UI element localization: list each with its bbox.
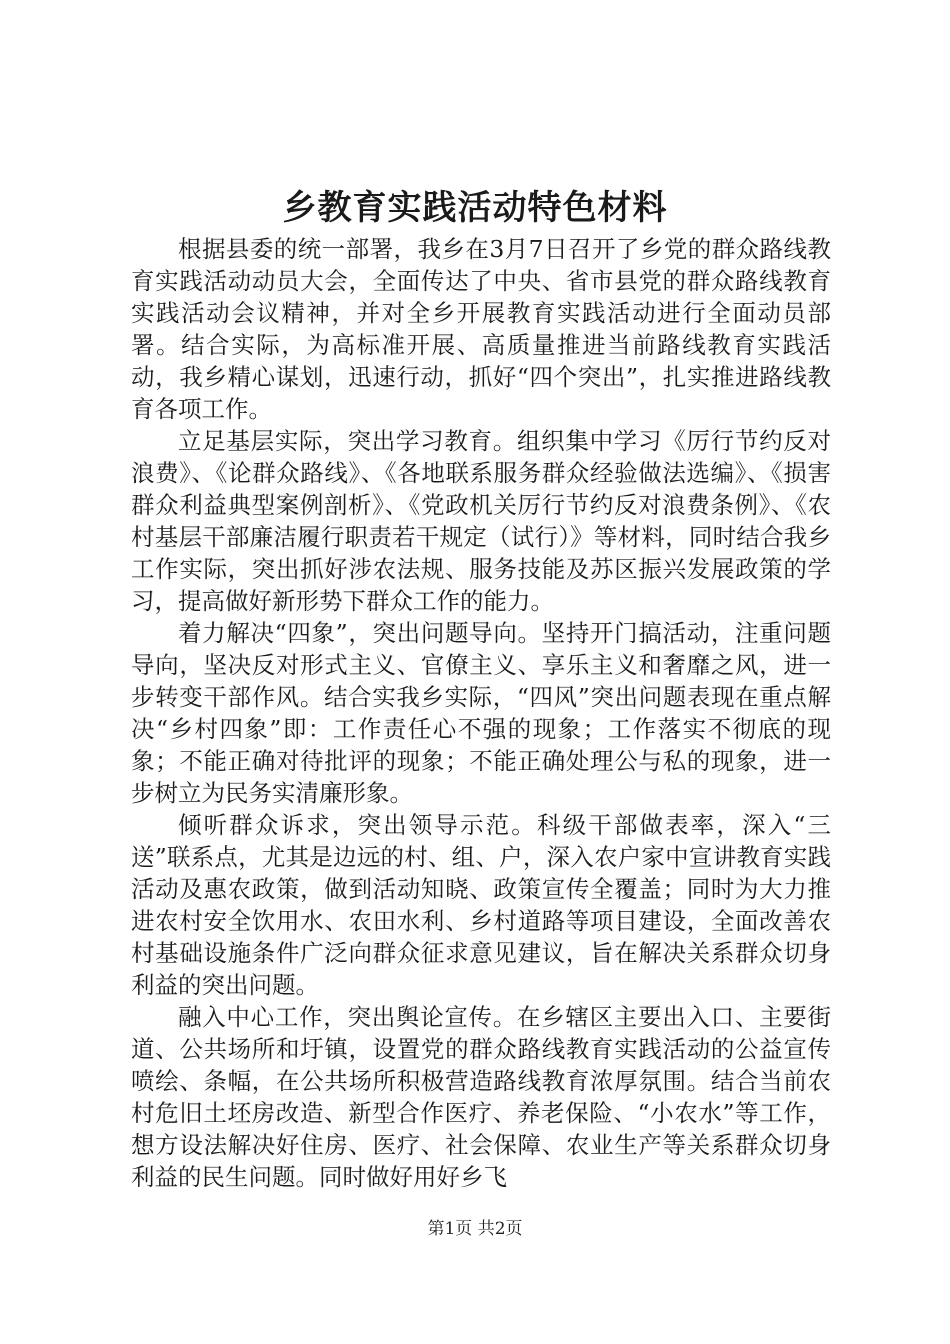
paragraph-problem-orientation: 着力解决“四象”，突出问题导向。坚持开门搞活动，注重问题导向，坚决反对形式主义、官僚主义、享乐主义和奢靡之风，进一步转变干部作风。结合实我乡实际，“四风”突出问题表现在重点解决“乡村四象”即：工作责任心不强的现象；工作落实不彻底的现象；不能正确对待批评的现象；不能正确处理公与私的现象，进一步树立为民务实清廉形象。 [131, 619, 831, 807]
page-number-footer: 第1页 共2页 [427, 1219, 523, 1239]
paragraph-intro: 根据县委的统一部署，我乡在3月7日召开了乡党的群众路线教育实践活动动员大会，全面传达了中央、省市县党的群众路线教育实践活动会议精神，并对全乡开展教育实践活动进行全面动员部署。结合实际，为高标准开展、高质量推进当前路线教育实践活动，我乡精心谋划，迅速行动，抓好“四个突出”，扎实推进路线教育各项工作。 [131, 235, 831, 423]
paragraph-publicity: 融入中心工作，突出舆论宣传。在乡辖区主要出入口、主要街道、公共场所和圩镇，设置党的群众路线教育实践活动的公益宣传喷绘、条幅，在公共场所积极营造路线教育浓厚氛围。结合当前农村危旧土坯房改造、新型合作医疗、养老保险、“小农水”等工作，想方设法解决好住房、医疗、社会保障、农业生产等关系群众切身利益的民生问题。同时做好用好乡飞 [131, 1003, 831, 1191]
document-title: 乡教育实践活动特色材料 [282, 188, 668, 228]
document-body [131, 233, 831, 1193]
paragraph-leadership-example: 倾听群众诉求，突出领导示范。科级干部做表率，深入“三送”联系点，尤其是边远的村、组、户，深入农户家中宣讲教育实践活动及惠农政策，做到活动知晓、政策宣传全覆盖；同时为大力推进农村安全饮用水、农田水利、乡村道路等项目建设，全面改善农村基础设施条件广泛向群众征求意见建议，旨在解决关系群众切身利益的突出问题。 [131, 811, 831, 999]
paragraph-study-education: 立足基层实际，突出学习教育。组织集中学习《厉行节约反对浪费》、《论群众路线》、《各地联系服务群众经验做法选编》、《损害群众利益典型案例剖析》、《党政机关厉行节约反对浪费条例》、《农村基层干部廉洁履行职责若干规定（试行）》等材料，同时结合我乡工作实际，突出抓好涉农法规、服务技能及苏区振兴发展政策的学习，提高做好新形势下群众工作的能力。 [131, 427, 831, 615]
